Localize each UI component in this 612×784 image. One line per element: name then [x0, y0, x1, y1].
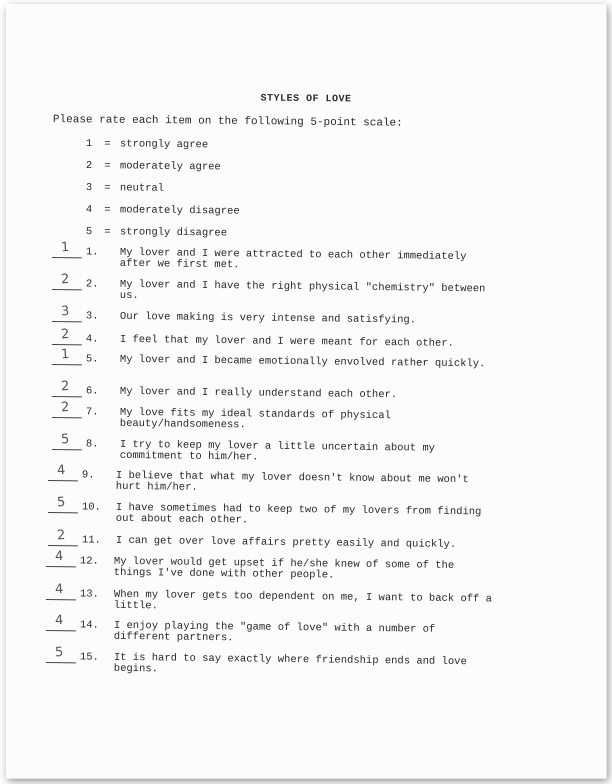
- rating-blank[interactable]: [52, 449, 82, 450]
- scale-option: 2 = moderately agree: [85, 160, 221, 174]
- rating-blank[interactable]: [52, 321, 82, 322]
- item-text: When my lover gets too dependent on me, I want to back off a little.: [113, 588, 493, 613]
- rating-blank[interactable]: [52, 364, 82, 365]
- rating-blank[interactable]: [48, 512, 78, 513]
- handwritten-rating: 4: [56, 462, 66, 479]
- handwritten-rating: 4: [54, 612, 64, 629]
- handwritten-rating: 5: [56, 494, 66, 511]
- rating-blank[interactable]: [46, 566, 76, 567]
- item-text: My love fits my ideal standards of physical beauty/handsomeness.: [119, 406, 391, 432]
- item-number: 3.: [85, 310, 99, 323]
- item-text: It is hard to say exactly where friendship ends and love begins.: [113, 651, 467, 676]
- rating-blank[interactable]: [52, 257, 82, 258]
- rating-blank[interactable]: [52, 289, 82, 290]
- item-text: I can get over love affairs pretty easily and quickly.: [115, 534, 457, 551]
- handwritten-rating: 4: [54, 581, 64, 598]
- handwritten-rating: 2: [60, 271, 70, 288]
- item-text: I enjoy playing the "game of love" with a number of different partners.: [113, 619, 436, 645]
- scanned-page: [6, 4, 607, 779]
- instructions: Please rate each item on the following 5-point scale:: [52, 114, 403, 130]
- item-text: I believe that what my lover doesn't know about me won't hurt him/her.: [115, 469, 469, 494]
- rating-blank[interactable]: [46, 599, 76, 600]
- item-text: My lover and I became emotionally envolved rather quickly.: [119, 353, 486, 371]
- handwritten-rating: 1: [60, 346, 70, 363]
- item-number: 8.: [85, 438, 99, 451]
- item-number: 6.: [85, 385, 99, 398]
- item-number: 1.: [85, 246, 99, 259]
- document-title: STYLES OF LOVE: [260, 93, 352, 106]
- scale-value: 5: [85, 226, 93, 239]
- handwritten-rating: 2: [60, 399, 70, 416]
- scale-option: 5 = strongly disagree: [85, 226, 228, 240]
- scale-label: moderately agree: [119, 160, 221, 174]
- rating-blank[interactable]: [46, 630, 76, 631]
- scale-label: moderately disagree: [119, 204, 240, 218]
- item-text: I have sometimes had to keep two of my lovers from finding out about each other.: [115, 501, 482, 527]
- rating-blank[interactable]: [52, 417, 82, 418]
- item-number: 13.: [79, 588, 99, 601]
- item-number: 10.: [81, 501, 101, 514]
- item-number: 14.: [79, 619, 99, 632]
- handwritten-rating: 2: [56, 527, 66, 544]
- item-text: I try to keep my lover a little uncertain about my commitment to him/her.: [119, 438, 436, 464]
- item-text: My lover and I have the right physical "chemistry" between us.: [119, 278, 486, 303]
- scale-value: 3: [85, 182, 93, 195]
- scale-value: 4: [85, 204, 93, 217]
- scale-label: strongly disagree: [119, 226, 228, 240]
- item-text: I feel that my lover and I were meant for each other.: [119, 333, 454, 350]
- scale-option: 4 = moderately disagree: [85, 204, 240, 218]
- rating-blank[interactable]: [46, 662, 76, 663]
- item-number: 15.: [79, 651, 99, 664]
- item-number: 12.: [79, 555, 99, 568]
- scale-label: strongly agree: [119, 138, 209, 152]
- item-number: 2.: [85, 278, 99, 291]
- scale-option: 1 = strongly agree: [85, 138, 209, 152]
- rating-blank[interactable]: [52, 396, 82, 397]
- item-number: 5.: [85, 353, 99, 366]
- item-text: My lover and I were attracted to each other immediately after we first met.: [119, 246, 467, 272]
- item-text: My lover would get upset if he/she knew of some of the things I've done with other people.: [113, 555, 455, 582]
- handwritten-rating: 5: [54, 644, 64, 661]
- handwritten-rating: 5: [60, 431, 70, 448]
- scale-value: 2: [85, 160, 93, 173]
- handwritten-rating: 2: [60, 378, 70, 395]
- item-number: 7.: [85, 406, 99, 419]
- rating-blank[interactable]: [48, 545, 78, 546]
- handwritten-rating: 1: [60, 239, 70, 256]
- handwritten-rating: 3: [60, 303, 70, 320]
- item-text: Our love making is very intense and satisfying.: [119, 310, 417, 327]
- scale-value: 1: [85, 138, 93, 151]
- item-number: 11.: [81, 534, 101, 547]
- rating-blank[interactable]: [48, 480, 78, 481]
- handwritten-rating: 2: [60, 326, 70, 343]
- scale-option: 3 = neutral: [85, 182, 165, 195]
- handwritten-rating: 4: [54, 548, 64, 565]
- scale-label: neutral: [119, 182, 165, 195]
- item-number: 9.: [81, 469, 95, 482]
- item-text: My lover and I really understand each other.: [119, 385, 398, 402]
- rating-blank[interactable]: [52, 344, 82, 345]
- item-number: 4.: [85, 333, 99, 346]
